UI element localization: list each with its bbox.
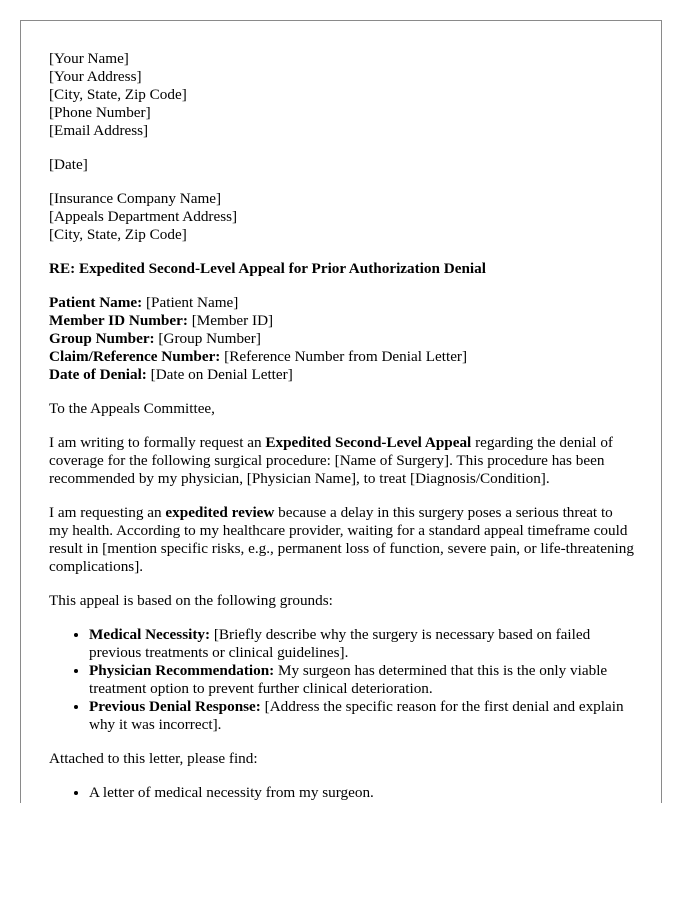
detail-value: [Reference Number from Denial Letter] [220, 348, 468, 365]
details-block [49, 294, 634, 384]
detail-label: Patient Name: [49, 294, 143, 311]
sender-address: [Your Address] [49, 68, 142, 85]
date-block [49, 156, 634, 174]
list-item-text: [Address the specific reason for the first denial and explain why it was incorrect]. [89, 698, 624, 733]
detail-label: Member ID Number: [49, 312, 188, 329]
paragraph-emphasis: expedited review [165, 504, 275, 521]
detail-value: [Date on Denial Letter] [146, 366, 293, 383]
letter-content [49, 50, 634, 803]
detail-date-of-denial [49, 366, 634, 384]
list-item-label: Medical Necessity: [89, 626, 211, 643]
grounds-intro: This appeal is based on the following grounds: [49, 592, 333, 609]
recipient-company: [Insurance Company Name] [49, 190, 222, 207]
paragraph-text: regarding the denial of coverage for the following surgical procedure: [Name of Surgery]. This procedure has been recommended by my physician, [Physician Name], to treat [Diagnosis/Condition]. [49, 434, 613, 487]
paragraph-text: I am writing to formally request an [49, 434, 266, 451]
list-item [89, 662, 634, 698]
detail-claim-reference [49, 348, 634, 366]
detail-value: [Member ID] [187, 312, 274, 329]
sender-email: [Email Address] [49, 122, 149, 139]
letter-page [20, 20, 662, 803]
list-item-label: Physician Recommendation: [89, 662, 275, 679]
sender-city-state-zip: [City, State, Zip Code] [49, 86, 187, 103]
recipient-city-state-zip: [City, State, Zip Code] [49, 226, 187, 243]
attachments-list [49, 784, 634, 802]
sender-phone: [Phone Number] [49, 104, 151, 121]
list-item [89, 626, 634, 662]
paragraph-emphasis: Expedited Second-Level Appeal [265, 434, 472, 451]
letter-date: [Date] [49, 156, 88, 173]
list-item-label: Previous Denial Response: [89, 698, 261, 715]
list-item: • A letter of medical necessity from my surgeon. [89, 784, 634, 802]
list-item-text: [Briefly describe why the surgery is necessary based on failed previous treatments or clinical guidelines]. [89, 626, 591, 661]
detail-label: Group Number: [49, 330, 155, 347]
detail-label: Date of Denial: [49, 366, 147, 383]
subject-line: RE: Expedited Second-Level Appeal for Prior Authorization Denial [49, 260, 486, 277]
paragraph-request [49, 434, 634, 488]
attachments-intro: Attached to this letter, please find: [49, 750, 258, 767]
list-item [89, 698, 634, 734]
detail-patient-name [49, 294, 634, 312]
sender-block [49, 50, 634, 140]
detail-label: Claim/Reference Number: [49, 348, 221, 365]
subject-block [49, 260, 634, 278]
recipient-block [49, 190, 634, 244]
paragraph-text: I am requesting an [49, 504, 166, 521]
detail-value: [Patient Name] [142, 294, 239, 311]
sender-name: [Your Name] [49, 50, 129, 67]
paragraph-text: because a delay in this surgery poses a serious threat to my health. According to my healthcare provider, waiting for a standard appeal timeframe could result in [mention specific risks, e.g., permanent loss of function, severe pain, or life-threatening complications]. [49, 504, 634, 575]
detail-value: [Group Number] [154, 330, 261, 347]
grounds-list [49, 626, 634, 734]
detail-group-number [49, 330, 634, 348]
list-item-text: My surgeon has determined that this is the only viable treatment option to prevent further clinical deterioration. [89, 662, 608, 697]
paragraph-expedited-reason [49, 504, 634, 576]
detail-member-id [49, 312, 634, 330]
recipient-department-address: [Appeals Department Address] [49, 208, 238, 225]
salutation: To the Appeals Committee, [49, 400, 215, 417]
